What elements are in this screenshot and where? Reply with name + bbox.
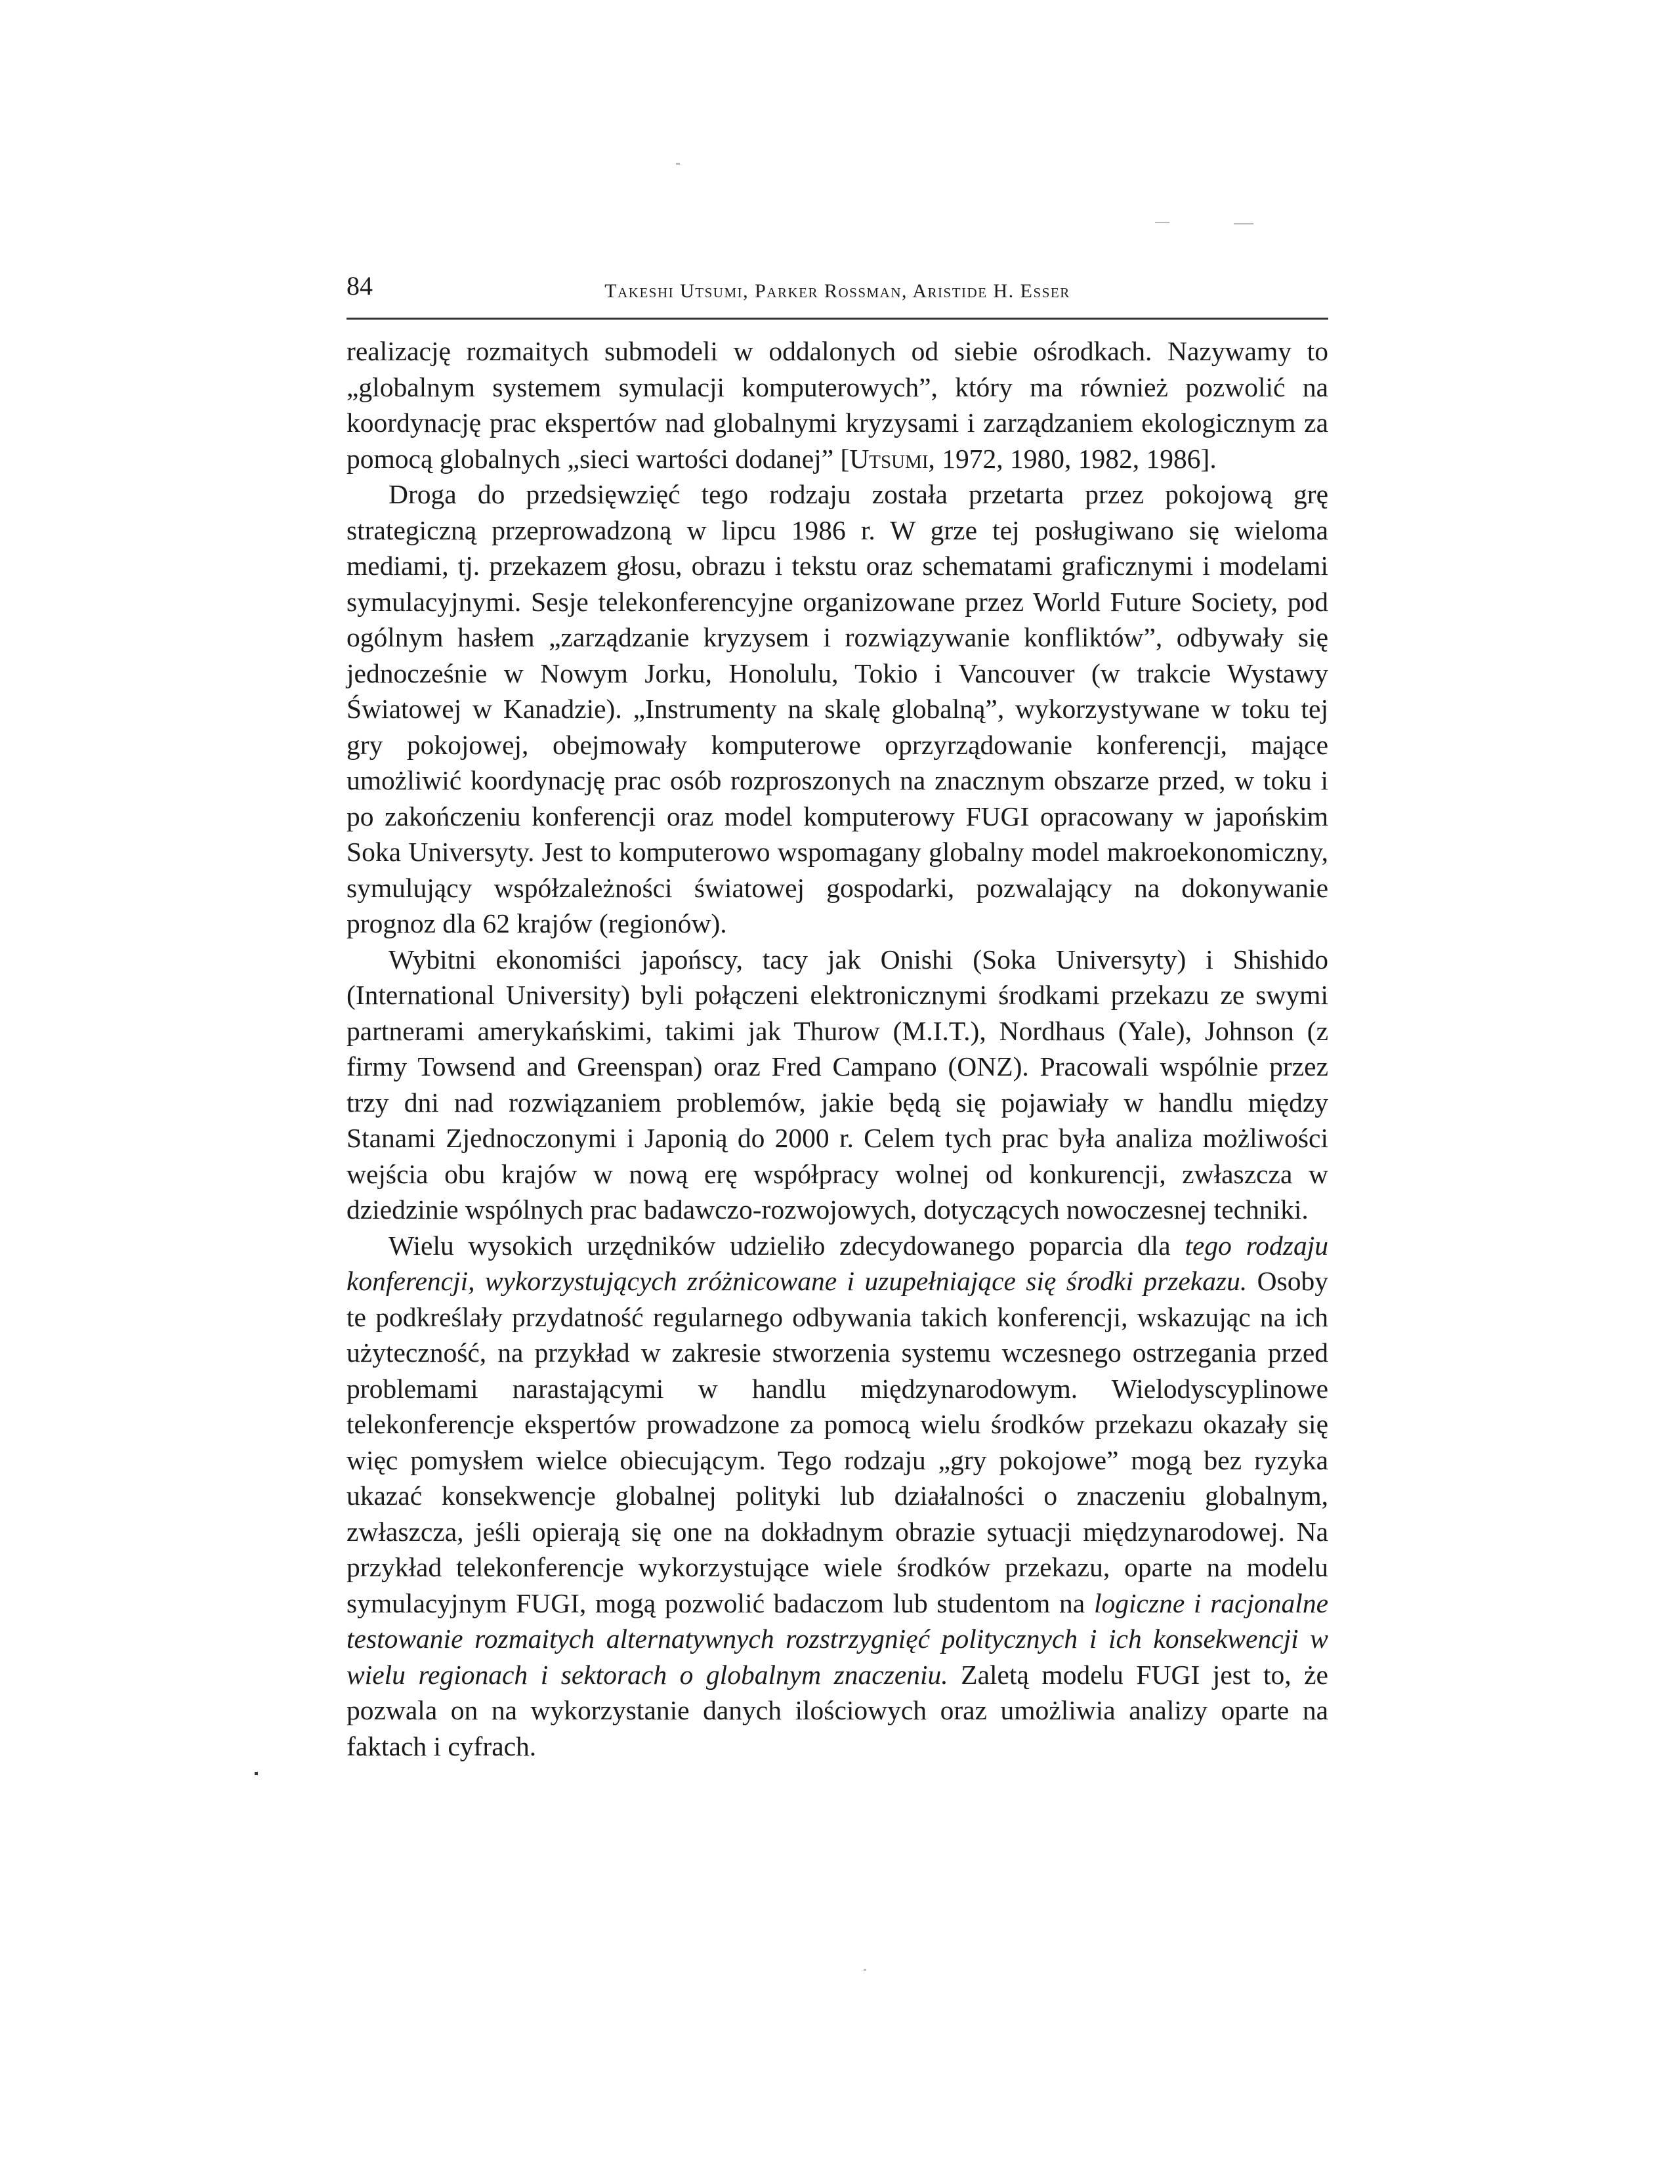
- paragraph-text-segment: realizację rozmaitych submodeli w oddalonych od siebie ośrodkach. Nazywamy to „globalnym systemem symulacji komputerowych”, który ma również pozwolić na koordynację prac ekspertów nad globalnymi kryzysami i zarządzaniem ekologicznym za pomocą globalnych „sieci wartości dodanej” [: [346, 336, 1328, 474]
- paragraph: [346, 942, 1328, 1228]
- scan-speck: [1155, 222, 1169, 223]
- paragraph-text-segment: Zaletą modelu FUGI jest to, że pozwala on na wykorzystanie danych ilościowych oraz umożliwia analizy oparte na faktach i cyfrach.: [346, 1659, 1328, 1761]
- paragraph-text-segment: Wybitni ekonomiści japońscy, tacy jak Onishi (Soka Universyty) i Shishido (International University) byli połączeni elektronicznymi środkami przekazu ze swymi partnerami amerykańskimi, takimi jak Thurow (M.I.T.), Nordhaus (Yale), Johnson (z firmy Towsend and Greenspan) oraz Fred Campano (ONZ). Pracowali wspólnie przez trzy dni nad rozwiązaniem problemów, jakie będą się pojawiały w handlu między Stanami Zjednoczonymi i Japonią do 2000 r. Celem tych prac była analiza możliwości wejścia obu krajów w nową erę współpracy wolnej od konkurencji, zwłaszcza w dziedzinie wspólnych prac badawczo-rozwojowych, dotyczących nowoczesnej techniki.: [346, 944, 1328, 1225]
- scan-speck: [676, 163, 680, 165]
- paragraph: [346, 333, 1328, 476]
- paragraph-text-segment: tego rodzaju konferencji, wykorzystujących zróżnicowane i uzupełniające się środki przekazu.: [346, 1230, 1328, 1296]
- running-head-authors: Takeshi Utsumi, Parker Rossman, Aristide H. Esser: [604, 280, 1070, 302]
- scan-speck: [255, 1772, 258, 1775]
- body-text: [346, 333, 1328, 1764]
- paragraph-text-segment: Droga do przedsięwzięć tego rodzaju została przetarta przez pokojową grę strategiczną przeprowadzoną w lipcu 1986 r. W grze tej posługiwano się wieloma mediami, tj. przekazem głosu, obrazu i tekstu oraz schematami graficznymi i modelami symulacyjnymi. Sesje telekonferencyjne organizowane przez World Future Society, pod ogólnym hasłem „zarządzanie kryzysem i rozwiązywanie konfliktów”, odbywały się jednocześnie w Nowym Jorku, Honolulu, Tokio i Vancouver (w trakcie Wystawy Światowej w Kanadzie). „Instrumenty na skalę globalną”, wykorzystywane w toku tej gry pokojowej, obejmowały komputerowe oprzyrządowanie konferencji, mające umożliwić koordynację prac osób rozproszonych na znacznym obszarze przed, w toku i po zakończeniu konferencji oraz model komputerowy FUGI opracowany w japońskim Soka Universyty. Jest to komputerowo wspomagany globalny model makroekonomiczny, symulujący współzależności światowej gospodarki, pozwalający na dokonywanie prognoz dla 62 krajów (regionów).: [346, 479, 1328, 938]
- page-number: 84: [346, 271, 373, 301]
- paragraph-text-segment: logiczne i racjonalne testowanie rozmaitych alternatywnych rozstrzygnięć politycznych i ich konsekwencji w wielu regionach i sektorach o globalnym znaczeniu.: [346, 1587, 1328, 1690]
- scan-speck: [1234, 223, 1253, 224]
- paragraph-text-segment: , 1972, 1980, 1982, 1986].: [928, 443, 1217, 474]
- page-header: [346, 262, 1328, 315]
- paragraph: [346, 1228, 1328, 1765]
- paragraph-text-segment: Osoby te podkreślały przydatność regularnego odbywania takich konferencji, wskazując na ich użyteczność, na przykład w zakresie stworzenia systemu wczesnego ostrzegania przed problemami narastającymi w handlu międzynarodowym. Wielodyscyplinowe telekonferencje ekspertów prowadzone za pomocą wielu środków przekazu okazały się więc pomysłem wielce obiecującym. Tego rodzaju „gry pokojowe” mogą bez ryzyka ukazać konsekwencje globalnej polityki lub działalności o znaczeniu globalnym, zwłaszcza, jeśli opierają się one na dokładnym obrazie sytuacji międzynarodowej. Na przykład telekonferencje wykorzystujące wiele środków przekazu, oparte na modelu symulacyjnym FUGI, mogą pozwolić badaczom lub studentom na: [346, 1266, 1328, 1618]
- paragraph-text-segment: Wielu wysokich urzędników udzieliło zdecydowanego poparcia dla: [388, 1230, 1185, 1261]
- scan-speck: [864, 1969, 866, 1971]
- paragraph: [346, 476, 1328, 942]
- paragraph-text-segment: Utsumi: [849, 443, 929, 474]
- header-divider: [346, 318, 1328, 320]
